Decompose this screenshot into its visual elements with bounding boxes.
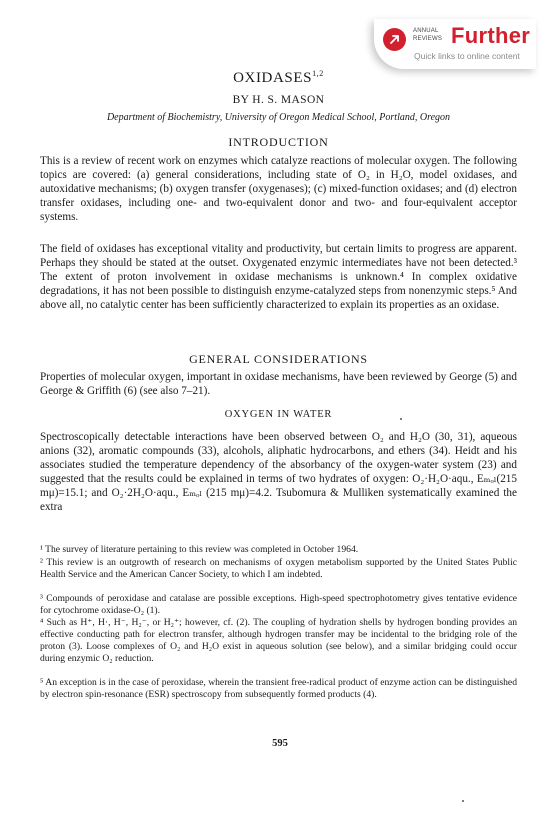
- paragraph-intro-2: The field of oxidases has exceptional vitality and productivity, but certain limits to progress are apparent. Perhaps they should be stated at the outset. Oxygenated enzymic intermediates have not been detected.³ The extent of proton involvement in oxidase mechanisms is unknown.⁴ In complex oxidative degradations, it has not been possible to distinguish enzyme-catalyzed steps from nonenzymic steps.⁵ And above all, no catalytic center has been sufficiently characterized to explain its properties as an oxidase.: [40, 243, 517, 311]
- article-title: OXIDASES$^{1,2}$: [233, 69, 324, 86]
- footnote-2: ² This review is an outgrowth of research on mechanisms of oxygen metabolism supported by the United States Public Health Service and the American Cancer Society, to which I am indebted.: [40, 557, 517, 581]
- annual-reviews-logo: ANNUAL REVIEWS: [413, 28, 443, 42]
- footnote-1: ¹ The survey of literature pertaining to this review was completed in October 1964.: [40, 544, 359, 555]
- further-label: Further: [451, 23, 531, 48]
- paragraph-intro-1: This is a review of recent work on enzymes which catalyze reactions of molecular oxygen. The following topics are covered: (a) general considerations, including state of O₂ in H₂O, model oxidases, and autoxidative mechanisms; (b) oxygen transfer (oxygenases); (c) mixed-function oxidases; and (d) electron transfer oxidases, including one- and two-equivalent donor and two- and four-equivalent acceptor systems.: [40, 155, 517, 223]
- paragraph-general-1: Properties of molecular oxygen, important in oxidase mechanisms, have been reviewed by George (5) and George & Griffith (6) (see also 7–21).: [40, 371, 517, 397]
- speck-mark: [400, 418, 402, 420]
- speck-mark: [462, 800, 464, 802]
- affiliation: Department of Biochemistry, University of Oregon Medical School, Portland, Oregon: [106, 112, 451, 123]
- page-number: 595: [272, 738, 288, 749]
- footnote-5: ⁵ An exception is in the case of peroxidase, wherein the transient free-radical product of enzyme action can be distinguished by electron spin-resonance (ESR) spectroscopy from subsequently formed products (4).: [40, 677, 517, 701]
- section-heading-general: GENERAL CONSIDERATIONS: [189, 352, 368, 366]
- footnote-4: ⁴ Such as H⁺, H·, H⁻, H₂⁻, or H₂⁺; however, cf. (2). The coupling of hydration shells by hydrogen bonding provides an effective conducting path for electron transfer, although hydrogen transfer may be incidental to the bridging role of the proton (3). Loose complexes of O₂ and H₂O exist in aqueous solution (see below), and a similar bridging could occur during enzymic O₂ reduction.: [40, 617, 517, 665]
- section-heading-introduction: INTRODUCTION: [228, 135, 329, 149]
- footnote-3: ³ Compounds of peroxidase and catalase are possible exceptions. High-speed spectrophotometry gives tentative evidence for cytochrome oxidase-O₂ (1).: [40, 593, 517, 617]
- subsection-heading-oxygen-in-water: OXYGEN IN WATER: [224, 409, 333, 420]
- quick-links-label: Quick links to online content: [414, 51, 520, 61]
- author-line: BY H. S. MASON: [232, 94, 325, 106]
- paragraph-water-1: Spectroscopically detectable interactions have been observed between O₂ and H₂O (30, 31), aqueous anions (32), aromatic compounds (33), alcohols, aliphatic hydrocarbons, and ethers (34). Heidt and his associates studied the temperature dependency of the absorbancy of the oxygen-water system (23) and suggested that the results could be explained in terms of two hydrates of oxygen: O₂·H₂O·aqu., Eₘₒₗ(215 mμ)=15.1; and O₂·2H₂O·aqu., Eₘₒₗ (215 mμ)=4.2. Tsubomura & Mulliken systematically examined the extra: [40, 431, 517, 513]
